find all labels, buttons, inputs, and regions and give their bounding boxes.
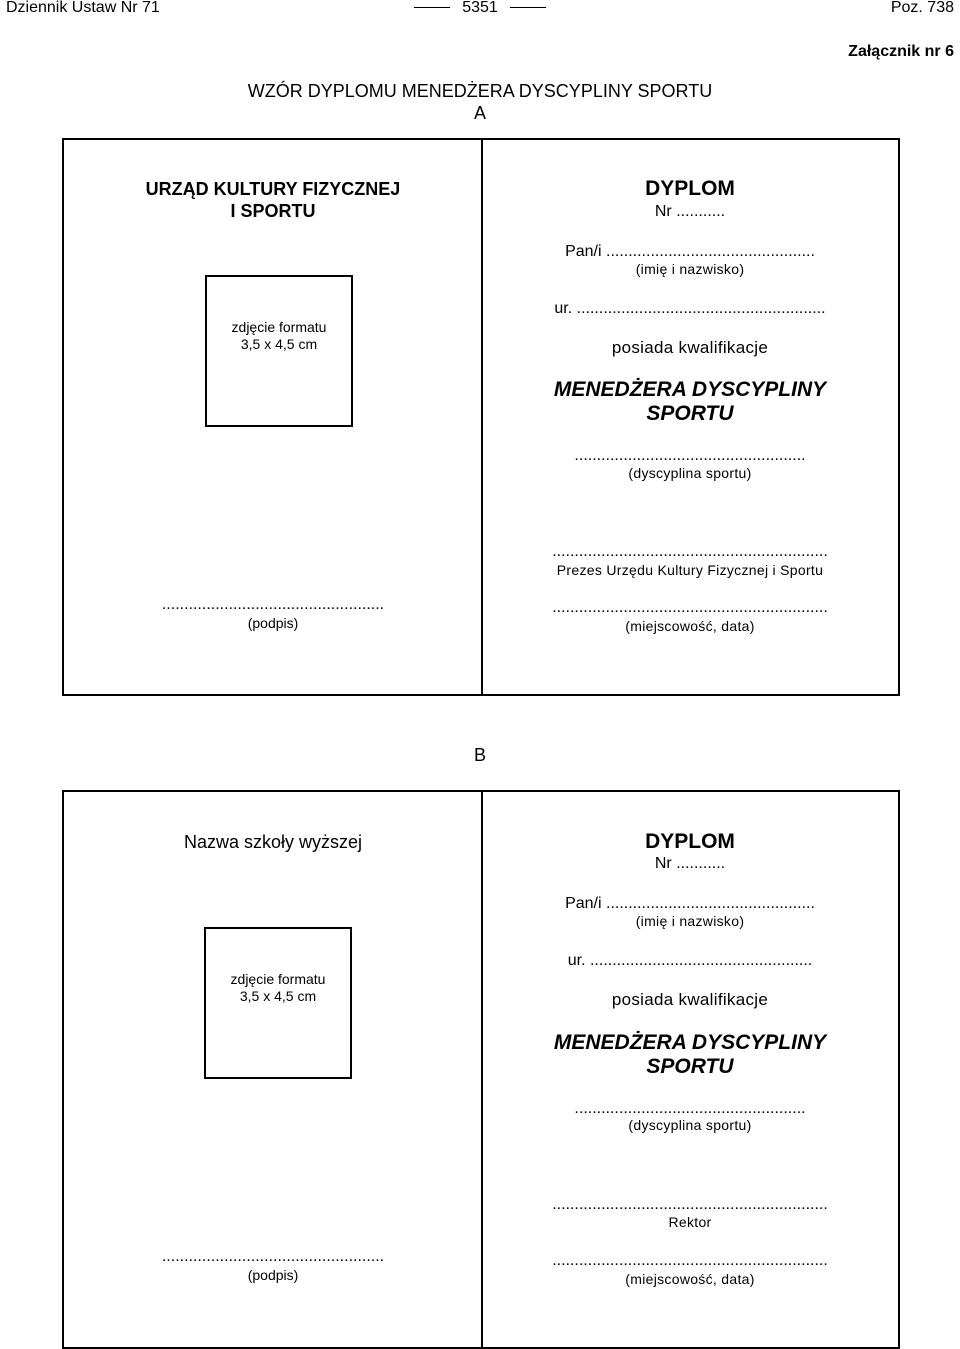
section-a-label: A xyxy=(473,103,486,123)
place-dots-b: .............................................................. xyxy=(552,1252,828,1269)
photo-placeholder-b xyxy=(204,927,352,1079)
signature-caption-a: (podpis) xyxy=(247,615,299,631)
discipline-caption-a: (dyscyplina sportu) xyxy=(628,465,752,481)
discipline-dots-b: .................................................... xyxy=(574,1100,806,1117)
journal-title: Dziennik Ustaw Nr 71 xyxy=(6,0,160,16)
holder-caption-b: (imię i nazwisko) xyxy=(635,913,745,929)
qualification-intro-a: posiada kwalifikacje xyxy=(611,338,769,357)
birth-line-a: ur. ........................................................ xyxy=(554,300,826,317)
diploma-title-b: DYPLOM xyxy=(645,830,735,853)
official-caption-b: Rektor xyxy=(668,1214,712,1230)
photo-caption-b xyxy=(206,971,350,1005)
qualification-intro-b: posiada kwalifikacje xyxy=(611,990,769,1009)
school-name-b: Nazwa szkoły wyższej xyxy=(183,832,363,852)
page-title: WZÓR DYPLOMU MENEDŻERA DYSCYPLINY SPORTU xyxy=(247,81,713,101)
annex-label: Załącznik nr 6 xyxy=(848,43,954,60)
qualification-line2-a: SPORTU xyxy=(646,402,734,425)
discipline-caption-b: (dyscyplina sportu) xyxy=(628,1117,752,1133)
official-dots-a: .............................................................. xyxy=(552,543,828,560)
photo-caption-line1: zdjęcie formatu xyxy=(231,319,327,335)
issuer-line1: URZĄD KULTURY FIZYCZNEJ xyxy=(145,179,401,199)
signature-dots-b: .................................................. xyxy=(161,1248,385,1265)
discipline-dots-a: .................................................... xyxy=(574,447,806,464)
diploma-title-a: DYPLOM xyxy=(645,177,735,200)
official-dots-b: .............................................................. xyxy=(552,1196,828,1213)
section-b-label: B xyxy=(473,745,486,765)
diploma-number-a: Nr ........... xyxy=(654,203,726,220)
page-number: 5351 xyxy=(462,0,498,16)
photo-caption-line2: 3,5 x 4,5 cm xyxy=(240,336,318,352)
official-caption-a: Prezes Urzędu Kultury Fizycznej i Sportu xyxy=(556,562,824,578)
qualification-line1-a: MENEDŻERA DYSCYPLINY xyxy=(553,378,827,401)
holder-name-a: Pan/i ............................................... xyxy=(565,243,815,260)
signature-caption-b: (podpis) xyxy=(247,1267,299,1283)
dash-right xyxy=(510,7,546,8)
holder-name-b: Pan/i ............................................... xyxy=(565,895,815,912)
place-caption-a: (miejscowość, data) xyxy=(625,618,755,634)
place-caption-b: (miejscowość, data) xyxy=(625,1271,755,1287)
photo-caption-line2: 3,5 x 4,5 cm xyxy=(239,988,317,1004)
birth-line-b: ur. .................................................. xyxy=(567,952,813,969)
photo-placeholder-a xyxy=(205,275,353,427)
issuer-line2: I SPORTU xyxy=(230,201,316,221)
qualification-line1-b: MENEDŻERA DYSCYPLINY xyxy=(553,1031,827,1054)
page-number-area xyxy=(380,0,580,18)
diploma-number-b: Nr ........... xyxy=(654,855,726,872)
dash-left xyxy=(414,7,450,8)
signature-dots-a: .................................................. xyxy=(161,596,385,613)
place-dots-a: .............................................................. xyxy=(552,599,828,616)
photo-caption-a xyxy=(207,319,351,353)
qualification-line2-b: SPORTU xyxy=(646,1055,734,1078)
position-label: Poz. 738 xyxy=(890,0,954,16)
photo-caption-line1: zdjęcie formatu xyxy=(230,971,326,987)
holder-caption-a: (imię i nazwisko) xyxy=(635,261,745,277)
